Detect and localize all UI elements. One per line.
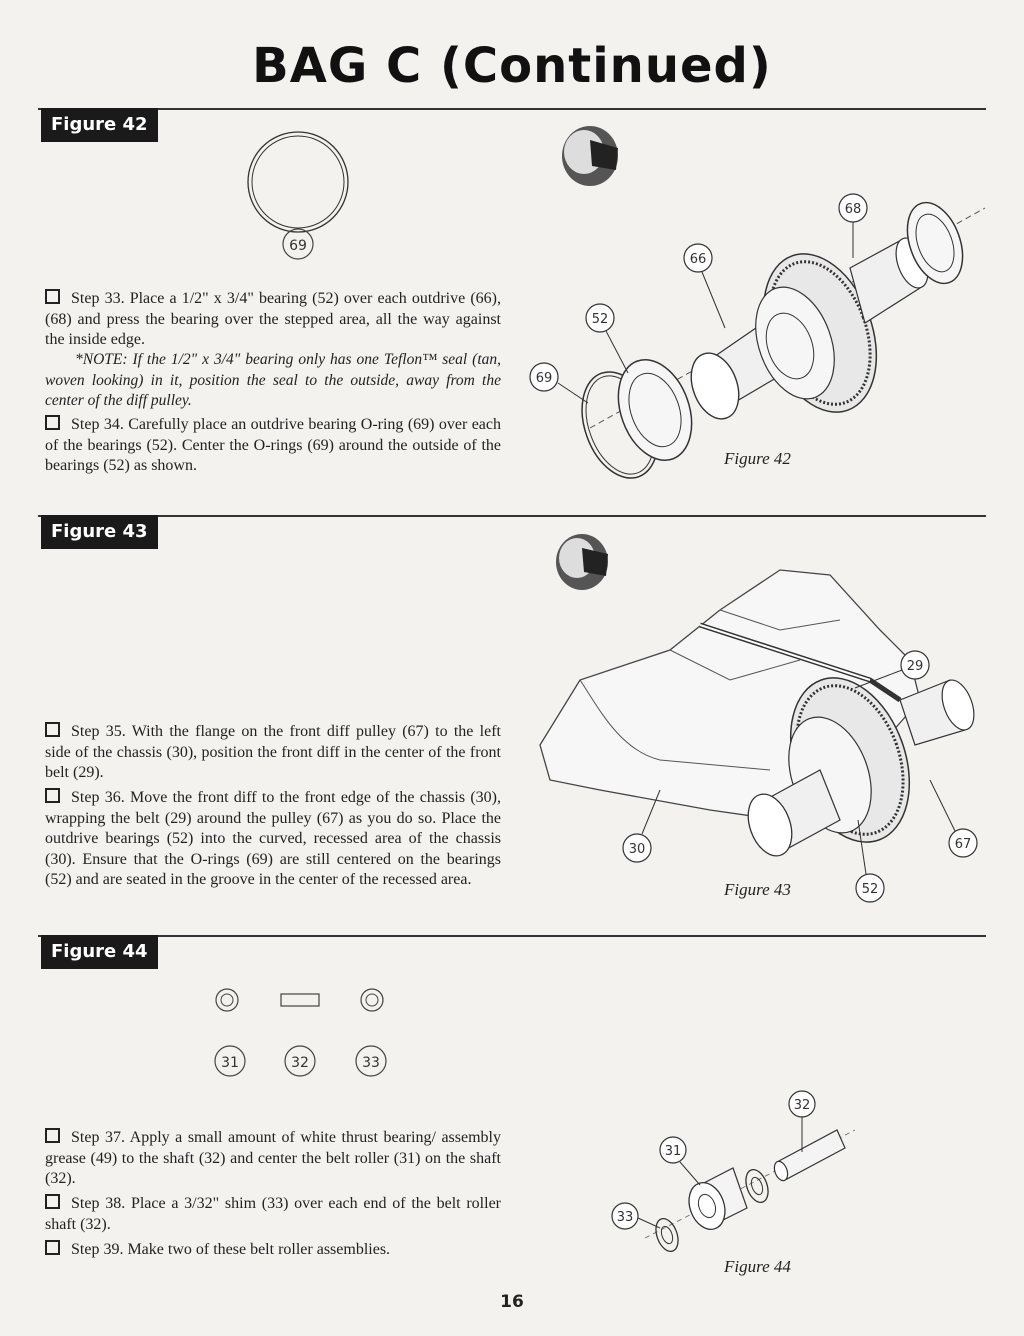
section-rule	[38, 515, 986, 517]
helmet-icon	[562, 126, 618, 186]
figure-44-parts	[205, 982, 395, 1082]
callout-32	[789, 1091, 815, 1152]
callout-33	[612, 1203, 660, 1229]
figure-44-label: Figure 44	[41, 935, 158, 969]
page-title: BAG C (Continued)	[252, 38, 772, 94]
step-37: Step 37. Apply a small amount of white thrust bearing/ assembly grease (49) to the shaft (32) and center the belt roller (31) on the shaft (32).	[45, 1129, 501, 1187]
roller-part-31	[215, 989, 245, 1076]
callout-31	[660, 1137, 700, 1185]
svg-text:29: 29	[906, 659, 924, 674]
oring-part-illustration	[240, 125, 360, 265]
step-33: Step 33. Place a 1/2" x 3/4" bearing (52) over each outdrive (66), (68) and press the bearing over the stepped area, all the way against the inside edge.	[45, 290, 501, 348]
shaft-part-32	[281, 994, 319, 1076]
figure-43-caption: Figure 43	[724, 880, 791, 899]
helmet-icon	[556, 534, 608, 590]
svg-text:66: 66	[689, 252, 707, 267]
part-label-69: 69	[289, 238, 307, 254]
section-rule	[38, 108, 986, 110]
checkbox-step-36[interactable]	[45, 788, 60, 803]
figure-44-diagram	[605, 1090, 865, 1260]
checkbox-step-34[interactable]	[45, 415, 60, 430]
step-35: Step 35. With the flange on the front diff pulley (67) to the left side of the chassis (30), position the front diff in the center of the front belt (29).	[45, 723, 501, 781]
step-39: Step 39. Make two of these belt roller assemblies.	[45, 1240, 501, 1261]
section-rule	[38, 935, 986, 937]
callout-30	[623, 790, 660, 862]
step-34: Step 34. Carefully place an outdrive bearing O-ring (69) over each of the bearings (52). Center the O-rings (69) around the outside of the bearings (52) as shown.	[45, 416, 501, 474]
svg-text:69: 69	[535, 371, 553, 386]
step-36: Step 36. Move the front diff to the front edge of the chassis (30), wrapping the belt (29) around the pulley (67) as you do so. Place the outdrive bearings (52) into the curved, recessed area of the chassis (30). Ensure that the O-rings (69) are still centered on the bearings (52) and are seated in the groove in the center of the recessed area.	[45, 789, 501, 888]
figure-42-diagram	[520, 118, 990, 488]
teflon-note: *NOTE: If the 1/2" x 3/4" bearing only has one Teflon™ seal (tan, woven looking) in it, position the seal to the outside, away from the center of the diff pulley.	[45, 351, 501, 409]
callout-68	[839, 194, 867, 258]
figure-42-caption: Figure 42	[724, 449, 791, 468]
callout-52	[586, 304, 628, 373]
svg-text:30: 30	[628, 842, 646, 857]
svg-text:31: 31	[664, 1144, 682, 1159]
figure-42-label: Figure 42	[41, 108, 158, 142]
checkbox-step-33[interactable]	[45, 289, 60, 304]
svg-text:33: 33	[362, 1055, 380, 1071]
svg-text:67: 67	[954, 837, 972, 852]
callout-67	[930, 780, 977, 857]
checkbox-step-39[interactable]	[45, 1240, 60, 1255]
page-number: 16	[500, 1292, 524, 1312]
checkbox-step-38[interactable]	[45, 1194, 60, 1209]
checkbox-step-35[interactable]	[45, 722, 60, 737]
svg-text:32: 32	[793, 1098, 811, 1113]
svg-text:32: 32	[291, 1055, 309, 1071]
figure-44-caption: Figure 44	[724, 1257, 791, 1276]
svg-text:68: 68	[844, 202, 862, 217]
svg-text:52: 52	[591, 312, 609, 327]
svg-text:33: 33	[616, 1210, 634, 1225]
step-38: Step 38. Place a 3/32" shim (33) over each end of the belt roller shaft (32).	[45, 1195, 501, 1233]
svg-text:52: 52	[861, 882, 879, 897]
svg-text:31: 31	[221, 1055, 239, 1071]
shim-part-33	[356, 989, 386, 1076]
callout-69	[530, 363, 588, 403]
checkbox-step-37[interactable]	[45, 1128, 60, 1143]
callout-66	[684, 244, 725, 328]
figure-43-label: Figure 43	[41, 515, 158, 549]
figure-43-diagram	[520, 530, 990, 910]
